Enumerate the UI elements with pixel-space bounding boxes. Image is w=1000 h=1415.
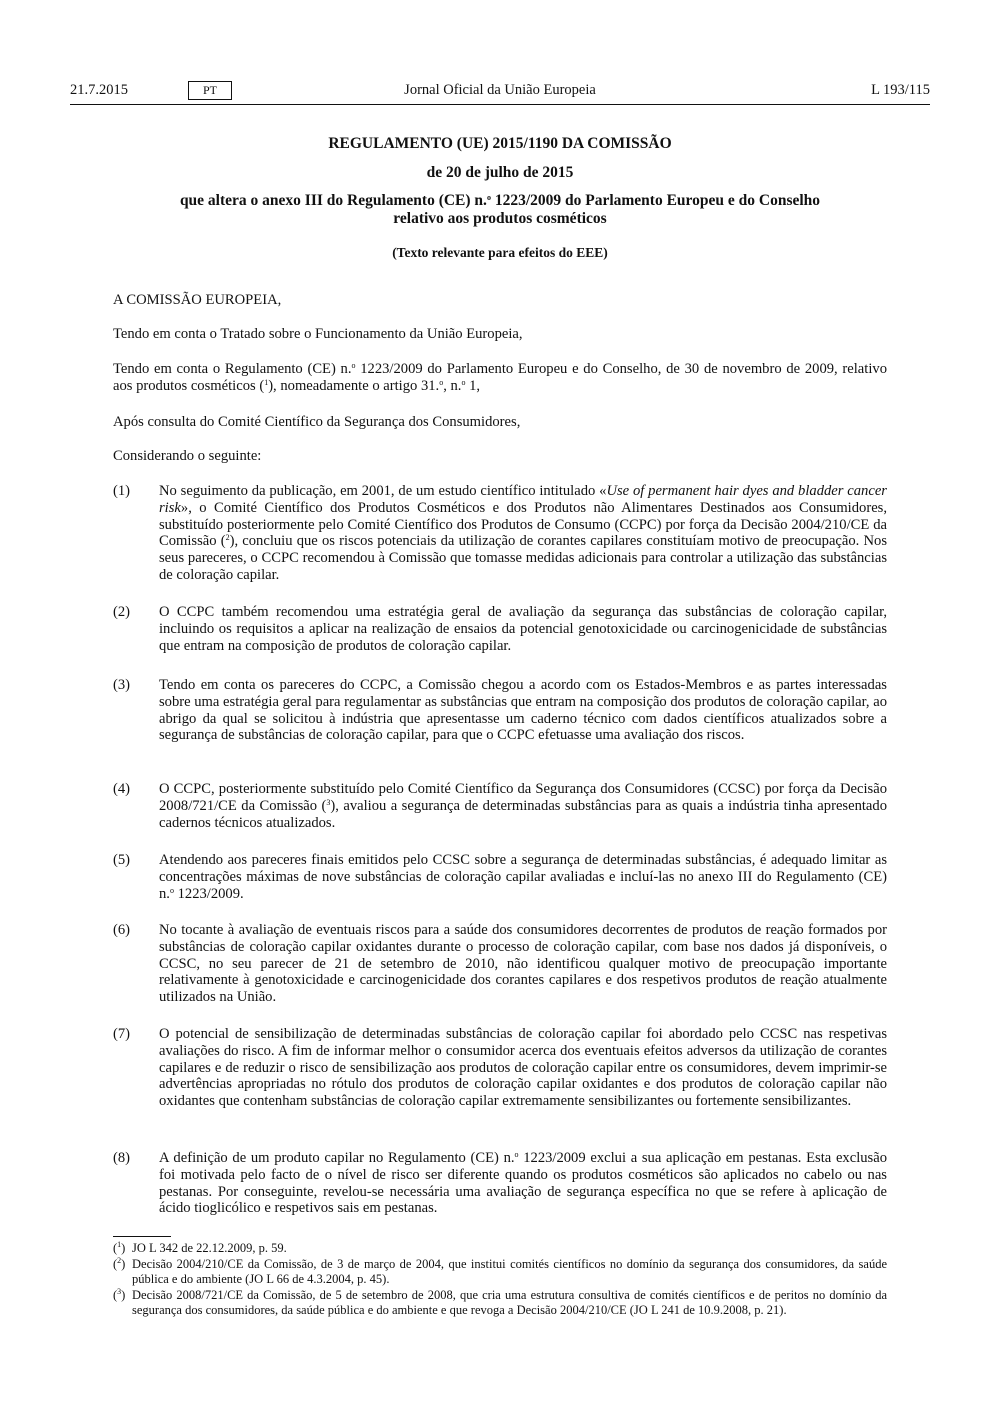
subject-text-a: que altera o anexo III do Regulamento (CE) n. (179, 192, 487, 209)
preamble-whereas: Considerando o seguinte: (113, 448, 262, 464)
recital-text (159, 852, 887, 902)
page-header (70, 80, 930, 102)
ordinal-sup: o (351, 361, 356, 370)
footnote-text: Decisão 2004/210/CE da Comissão, de 3 de março de 2004, que institui comités científicos no domínio da segurança dos consumidores, da saúde pública e do ambiente (JO L 66 de 4.3.2004, p. 45). (132, 1257, 887, 1287)
subject-text-c: relativo aos produtos cosméticos (393, 210, 607, 227)
text-run: ( (113, 1257, 118, 1271)
preamble-treaty: Tendo em conta o Tratado sobre o Funcionamento da União Europeia, (113, 326, 523, 342)
text-run: Atendendo aos pareceres finais emitidos pelo CCSC sobre a segurança de determinadas substâncias, é adequado limitar as concentrações máximas de nove substâncias de coloração capilar avaliadas e incluí-las no anexo III do Regulamento (CE) n. (159, 852, 887, 902)
publication-date: 21.7.2015 (70, 82, 128, 98)
recital-3 (113, 677, 887, 744)
recital-text (159, 483, 887, 584)
footnote-2 (113, 1257, 887, 1287)
recital-2 (113, 604, 887, 654)
page-reference: L 193/115 (871, 82, 930, 98)
subject-text-b: 1223/2009 do Parlamento Europeu e do Conselho (490, 192, 821, 209)
study-title: Use of permanent hair dyes and bladder cancer risk (159, 483, 887, 516)
footnote-text: JO L 342 de 22.12.2009, p. 59. (132, 1241, 287, 1255)
text-run: 1223/2009 do Parlamento Europeu e do Conselho, de 30 de novembro de 2009, relativo aos produtos cosméticos ( (113, 361, 887, 394)
text-run: ( (113, 1288, 118, 1302)
footnote-marker: 3 (117, 1287, 122, 1296)
text-run: Tendo em conta o Regulamento (CE) n. (113, 361, 352, 377)
ordinal-sup: o (486, 193, 491, 202)
journal-title: Jornal Oficial da União Europeia (404, 82, 596, 98)
text-run: », o Comité Científico dos Produtos Cosméticos e dos Produtos não Alimentares Destinados aos Consumidores, substituído posteriormente pelo Comité Científico dos Produtos de Consumo (CCPC) por força da Decisão 2004/210/CE da Comissão ( (159, 499, 887, 550)
recital-text: Tendo em conta os pareceres do CCPC, a Comissão chegou a acordo com os Estados-Membros e as partes interessadas sobre uma estratégia geral para regulamentar as substâncias que entram na composição dos produtos de coloração capilar, ao abrigo da qual se solicitou à indústria que apresentasse um caderno técnico com dados científicos atualizados sobre a segurança de substâncias de coloração capilar, para que o CCPC efetuasse uma avaliação dos riscos. (159, 677, 887, 744)
header-divider (70, 104, 930, 105)
footnote-text: Decisão 2008/721/CE da Comissão, de 5 de setembro de 2008, que cria uma estrutura consultiva de comités científicos e de peritos no domínio da segurança dos consumidores, da saúde pública e do ambiente e que revoga a Decisão 2004/210/CE (JO L 241 de 10.9.2008, p. 21). (132, 1288, 887, 1318)
footnote-3 (113, 1288, 887, 1318)
footnote-marker: 2 (117, 1256, 122, 1265)
footnote-ref[interactable]: 1 (264, 377, 269, 387)
text-run: 1, (465, 377, 481, 394)
footnote-divider (113, 1236, 171, 1237)
footnote-number (113, 1257, 125, 1272)
text-run: ) (121, 1288, 126, 1302)
recital-number: (4) (113, 781, 131, 797)
eea-relevance: (Texto relevante para efeitos do EEE) (392, 245, 608, 260)
text-run: A definição de um produto capilar no Regulamento (CE) n. (159, 1150, 515, 1166)
recital-number: (6) (113, 922, 131, 938)
text-run: ) (121, 1257, 126, 1271)
footnote-marker: 1 (117, 1240, 122, 1249)
recital-number: (8) (113, 1150, 131, 1166)
text-run: O CCPC, posteriormente substituído pelo Comité Científico da Segurança dos Consumidores (CCSC) por força da Decisão 2008/721/CE da Comissão ( (159, 781, 887, 814)
footnote-ref[interactable]: 2 (225, 533, 230, 543)
recital-number: (1) (113, 483, 131, 499)
recital-text (159, 1150, 887, 1217)
recital-text: No tocante à avaliação de eventuais riscos para a saúde dos consumidores decorrentes de produtos de reação formados por substâncias de coloração capilar oxidantes durante o processo de coloração capilar, com base nos dados já disponíveis, o CCSC, no seu parecer de 21 de setembro de 2010, não identificou qualquer motivo de preocupação importante relativamente à genotoxicidade e carcinogenicidade dos corantes capilares e dos respetivos produtos de reação atualmente utilizados na União. (159, 922, 887, 1006)
recital-text (159, 781, 887, 831)
recital-number: (7) (113, 1026, 131, 1042)
footnote-number (113, 1288, 125, 1303)
recital-number: (5) (113, 852, 131, 868)
text-run: 1223/2009 exclui a sua aplicação em pestanas. Esta exclusão foi motivada pelo facto de o nível de risco ser diferente quando os produtos cosméticos são aplicados no cabelo ou nas pestanas. Por conseguinte, revelou-se necessária uma avaliação de segurança específica no que se refere à aplicação de ácido tioglicólico e respetivos sais em pestanas. (159, 1150, 887, 1217)
regulation-subject (100, 192, 900, 228)
text-run: ), avaliou a segurança de determinadas substâncias para as quais a indústria tinha apresentado cadernos técnicos atualizados. (159, 797, 887, 831)
recital-text: O potencial de sensibilização de determinadas substâncias de coloração capilar foi abordado pelo CCSC nas respetivas avaliações do risco. A fim de informar melhor o consumidor acerca dos eventuais efeitos adversos da utilização de corantes capilares e de reduzir o risco de sensibilização aos produtos de coloração capilar entre os consumidores, devem imprimir-se advertências apropriadas no rótulo dos produtos de coloração capilar oxidantes e dos produtos de coloração capilar não oxidantes que contenham substâncias de coloração capilar extremamente sensibilizantes ou fortemente sensibilizantes. (159, 1026, 887, 1110)
text-run: No seguimento da publicação, em 2001, de um estudo científico intitulado « (159, 483, 607, 499)
recital-1 (113, 483, 887, 584)
recital-7 (113, 1026, 887, 1110)
preamble-regulation (113, 361, 887, 395)
text-run: 1223/2009. (173, 885, 244, 902)
preamble-consultation: Após consulta do Comité Científico da Segurança dos Consumidores, (113, 414, 521, 430)
preamble-commission: A COMISSÃO EUROPEIA, (113, 292, 282, 308)
footnote-number (113, 1241, 125, 1256)
recital-number: (3) (113, 677, 131, 693)
text-run: , n. (443, 377, 462, 394)
text-run: ), nomeadamente o artigo 31. (268, 377, 440, 394)
recital-8 (113, 1150, 887, 1217)
recital-6 (113, 922, 887, 1006)
language-badge: PT (188, 81, 232, 100)
ordinal-sup: o (169, 885, 174, 895)
ordinal-sup: o (514, 1150, 519, 1159)
text-run: ( (113, 1241, 118, 1255)
ordinal-sup: o (461, 377, 466, 387)
regulation-title: REGULAMENTO (UE) 2015/1190 DA COMISSÃO (328, 135, 672, 152)
text-run: ) (121, 1241, 126, 1255)
recital-text: O CCPC também recomendou uma estratégia geral de avaliação da segurança das substâncias de coloração capilar, incluindo os requisitos a aplicar na realização de ensaios da potencial genotoxicidade ou carcinogenicidade de substâncias que entram na composição de produtos de coloração capilar. (159, 604, 887, 654)
ordinal-sup: o (439, 377, 444, 387)
text-run: ), concluiu que os riscos potenciais da utilização de corantes capilares constituíam motivo de preocupação. Nos seus pareceres, o CCPC recomendou à Comissão que tomasse medidas adicionais para controlar a utilização das substâncias de coloração capilar. (159, 533, 888, 583)
footnote-1 (113, 1241, 887, 1256)
recital-5 (113, 852, 887, 902)
recital-4 (113, 781, 887, 831)
regulation-date: de 20 de julho de 2015 (426, 164, 574, 181)
footnote-ref[interactable]: 3 (326, 797, 331, 807)
recital-number: (2) (113, 604, 131, 620)
